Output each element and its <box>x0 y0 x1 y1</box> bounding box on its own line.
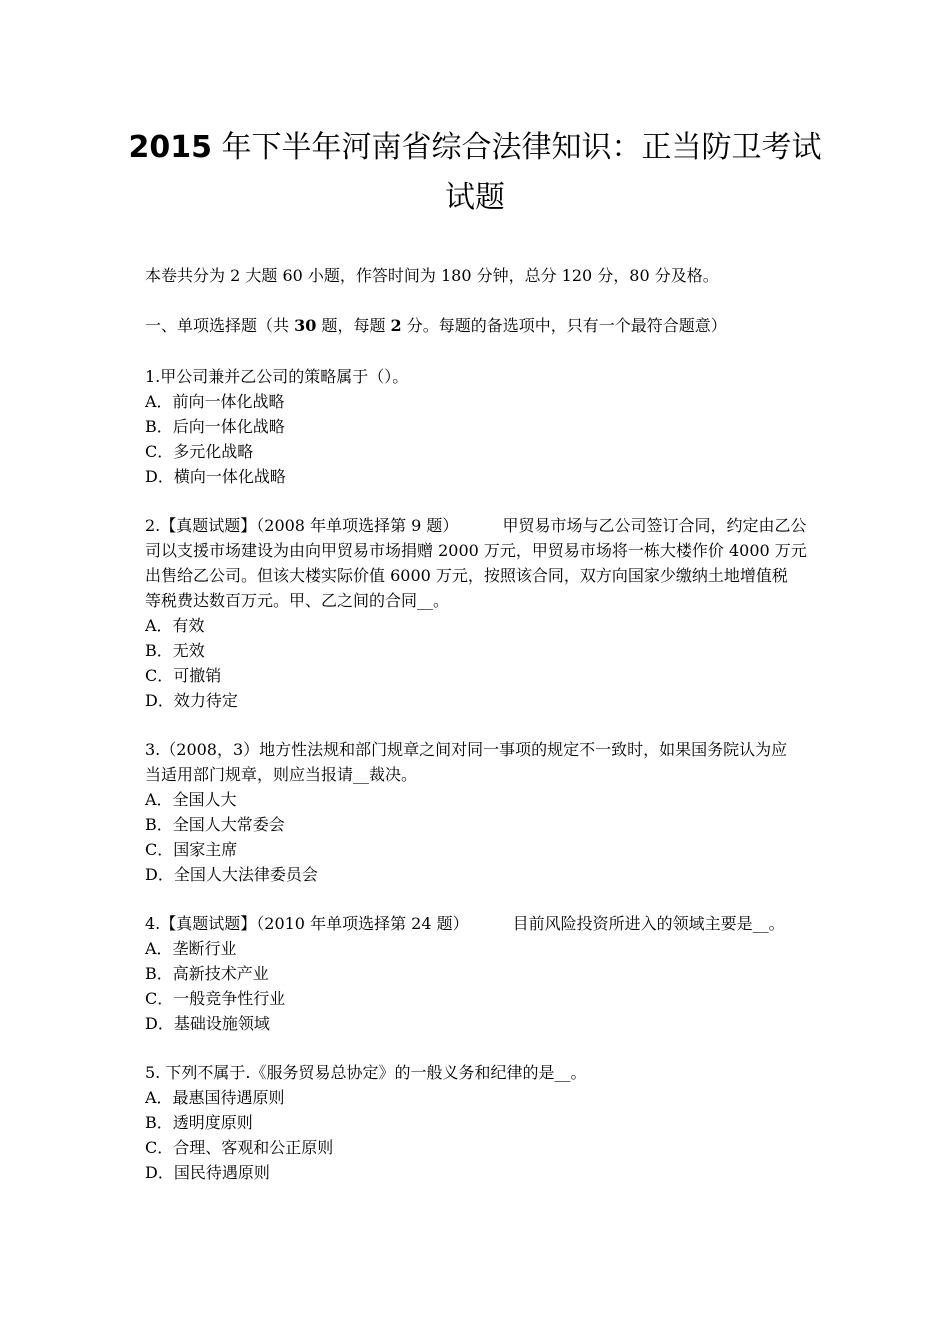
question-4-option-d: D．基础设施领域 <box>145 1014 270 1033</box>
exam-intro: 本卷共分为 2 大题 60 小题，作答时间为 180 分钟，总分 120 分，80 分及格。 <box>145 266 719 285</box>
section-heading-mid: 题，每题 <box>316 316 391 335</box>
question-5-option-a: A．最惠国待遇原则 <box>145 1088 285 1107</box>
question-4-option-a: A．垄断行业 <box>145 939 237 958</box>
question-4-option-c: C．一般竞争性行业 <box>145 989 286 1008</box>
question-3-stem-line2: 当适用部门规章，则应当报请__裁决。 <box>145 765 418 784</box>
question-2-stem-start: 甲贸易市场与乙公司签订合同，约定由乙公 <box>502 516 807 535</box>
question-1-option-c: C．多元化战略 <box>145 442 254 461</box>
question-2-stem-line3: 出售给乙公司。但该大楼实际价值 6000 万元，按照该合同，双方向国家少缴纳土地增值税 <box>145 566 788 585</box>
question-2-option-c: C．可撤销 <box>145 666 222 685</box>
question-3-option-c: C．国家主席 <box>145 840 238 859</box>
question-2-stem-line4: 等税费达数百万元。甲、乙之间的合同__。 <box>145 591 450 610</box>
section-heading-prefix: 一、单项选择题（共 <box>145 316 295 335</box>
section-heading <box>145 316 815 336</box>
question-5-option-d: D．国民待遇原则 <box>145 1163 270 1182</box>
question-2-option-b: B．无效 <box>145 641 205 660</box>
question-3-option-b: B．全国人大常委会 <box>145 815 285 834</box>
question-1-option-b: B．后向一体化战略 <box>145 417 285 436</box>
question-1-stem: 1.甲公司兼并乙公司的策略属于（）。 <box>145 367 409 386</box>
title-line1-text: 年下半年河南省综合法律知识：正当防卫考试 <box>211 130 822 165</box>
question-2-stem-line1 <box>145 516 815 536</box>
question-4-stem-text: 目前风险投资所进入的领域主要是__。 <box>512 914 785 933</box>
question-3-option-d: D．全国人大法律委员会 <box>145 865 318 884</box>
question-4-option-b: B．高新技术产业 <box>145 964 269 983</box>
question-2-stem-line2: 司以支援市场建设为由向甲贸易市场捐赠 2000 万元，甲贸易市场将一栋大楼作价 4000 万元 <box>145 541 807 560</box>
title-year: 2015 <box>128 130 212 165</box>
question-4-source: 4.【真题试题】（2010 年单项选择第 24 题） <box>145 914 469 933</box>
question-5-option-b: B．透明度原则 <box>145 1113 253 1132</box>
question-1-option-d: D．横向一体化战略 <box>145 467 286 486</box>
question-2-option-a: A．有效 <box>145 616 205 635</box>
section-question-count: 30 <box>294 316 317 335</box>
question-3-option-a: A．全国人大 <box>145 790 237 809</box>
question-5-stem: 5. 下列不属于.《服务贸易总协定》的一般义务和纪律的是__。 <box>145 1063 587 1082</box>
document-title-line1 <box>120 132 830 164</box>
question-5-option-c: C．合理、客观和公正原则 <box>145 1138 334 1157</box>
question-2-source: 2.【真题试题】（2008 年单项选择第 9 题） <box>145 516 459 535</box>
question-3-stem-line1: 3.（2008，3）地方性法规和部门规章之间对同一事项的规定不一致时，如果国务院认为应 <box>145 740 788 759</box>
section-heading-suffix: 分。每题的备选项中，只有一个最符合题意） <box>401 316 727 335</box>
section-points: 2 <box>390 316 402 335</box>
question-2-option-d: D．效力待定 <box>145 691 238 710</box>
question-1-option-a: A．前向一体化战略 <box>145 392 285 411</box>
document-title-line2: 试题 <box>445 180 505 215</box>
question-4-stem <box>145 914 815 934</box>
